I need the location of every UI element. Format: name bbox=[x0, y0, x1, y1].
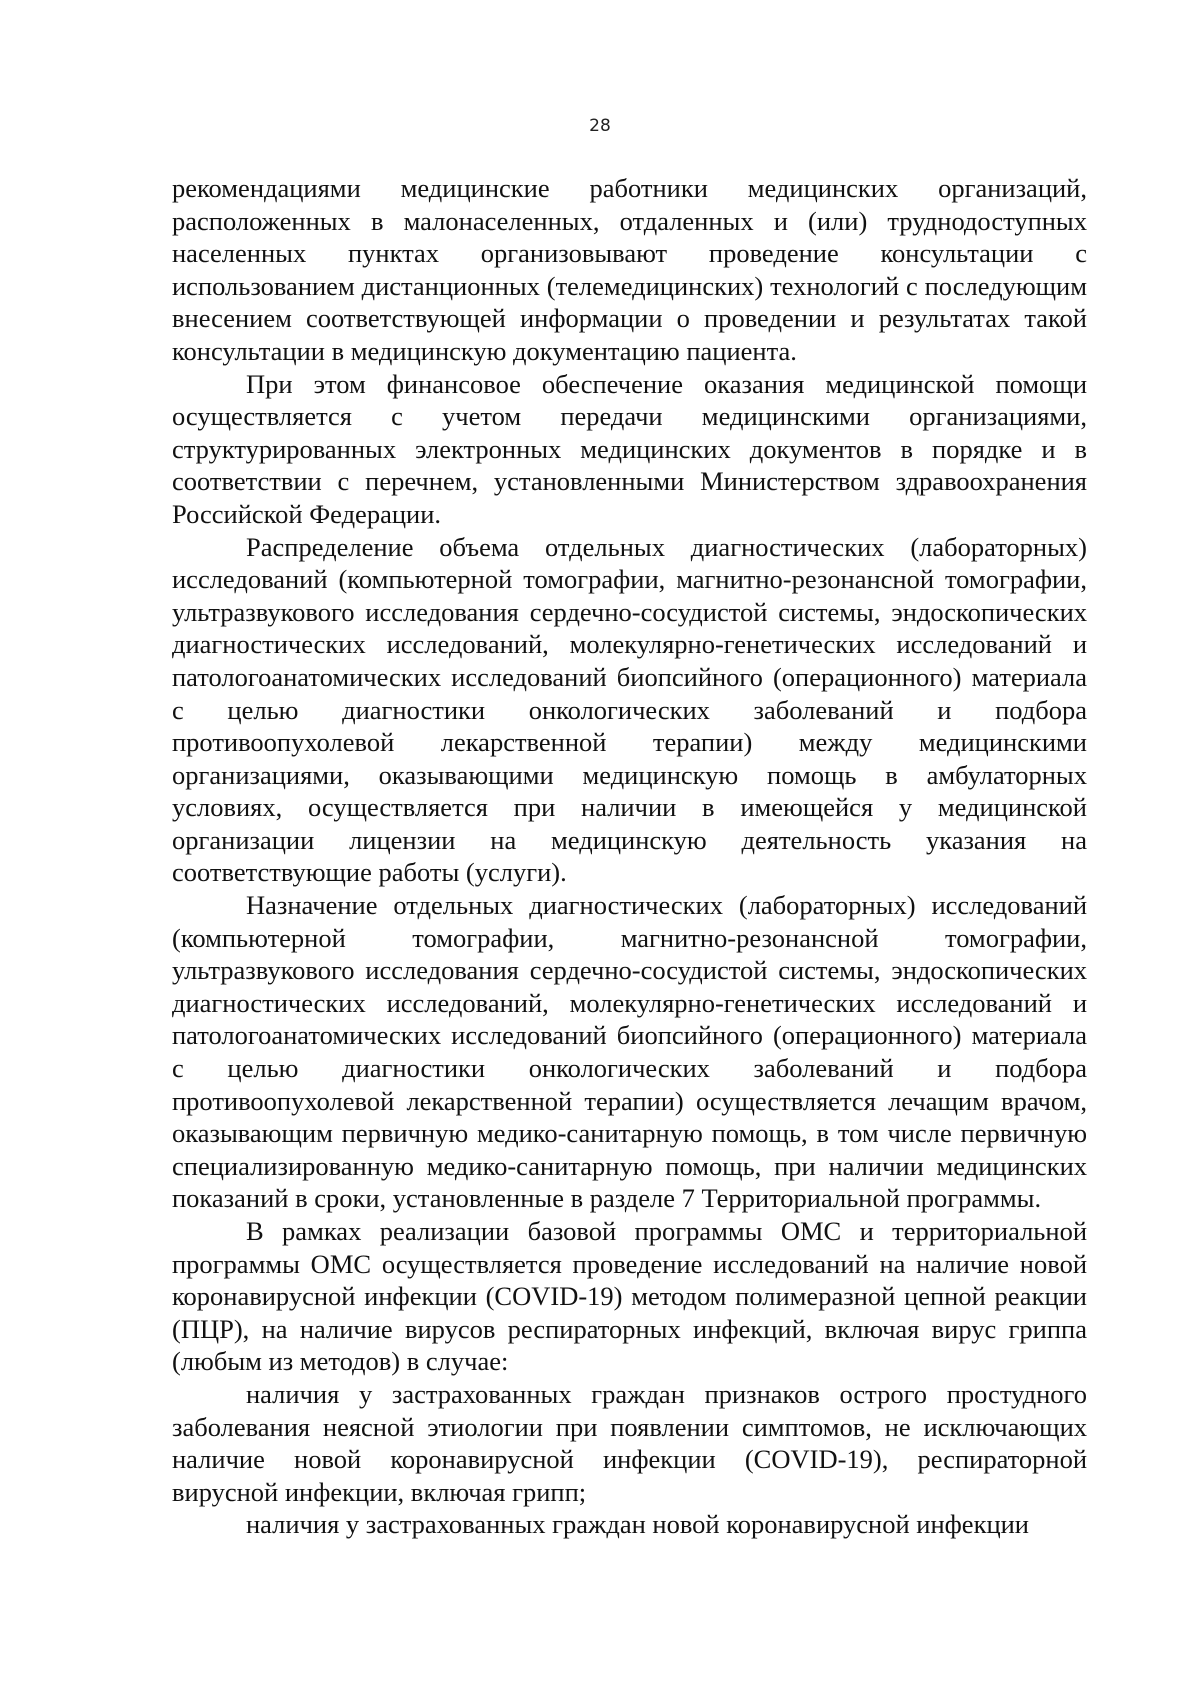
paragraph-case-symptoms: наличия у застрахованных граждан признаков острого простудного заболевания неясной этиологии при появлении симптомов, не исключающих наличие новой коронавирусной инфекции (COVID-19), респираторной вирусной инфекции, включая грипп; bbox=[172, 1378, 1087, 1507]
paragraph-appointment: Назначение отдельных диагностических (лабораторных) исследований (компьютерной томографии, магнитно-резонансной томографии, ультразвукового исследования сердечно-сосудистой системы, эндоскопических диагностических исследований, молекулярно-генетических исследований и патологоанатомических исследований биопсийного (операционного) материала с целью диагностики онкологических заболеваний и подбора противоопухолевой лекарственной терапии) осуществляется лечащим врачом, оказывающим первичную медико-санитарную помощь, в том числе первичную специализированную медико-санитарную помощь, при наличии медицинских показаний в сроки, установленные в разделе 7 Территориальной программы. bbox=[172, 890, 1087, 1214]
paragraph-covid-testing: В рамках реализации базовой программы ОМС и территориальной программы ОМС осуществляется проведение исследований на наличие новой коронавирусной инфекции (COVID-19) методом полимеразной цепной реакции (ПЦР), на наличие вирусов респираторных инфекций, включая вирус гриппа (любым из методов) в случае: bbox=[172, 1216, 1087, 1377]
paragraph-volume-distribution: Распределение объема отдельных диагностических (лабораторных) исследований (компьютерной томографии, магнитно-резонансной томографии, ультразвукового исследования сердечно-сосудистой системы, эндоскопических диагностических исследований, молекулярно-генетических исследований и патологоанатомических исследований биопсийного (операционного) материала с целью диагностики онкологических заболеваний и подбора противоопухолевой лекарственной терапии) между медицинскими организациями, оказывающими медицинскую помощь в амбулаторных условиях, осуществляется при наличии в имеющейся у медицинской организации лицензии на медицинскую деятельность указания на соответствующие работы (услуги). bbox=[172, 531, 1087, 888]
document-body bbox=[172, 172, 1087, 1541]
paragraph-case-infection: наличия у застрахованных граждан новой коронавирусной инфекции bbox=[246, 1509, 1029, 1540]
paragraph-telemedicine-continuation: рекомендациями медицинские работники медицинских организаций, расположенных в малонаселенных, отдаленных и (или) труднодоступных населенных пунктах организовывают проведение консультации с использованием дистанционных (телемедицинских) технологий с последующим внесением соответствующей информации о проведении и результатах такой консультации в медицинскую документацию пациента. bbox=[172, 173, 1087, 366]
page-number: 28 bbox=[589, 116, 611, 136]
paragraph-financing: При этом финансовое обеспечение оказания медицинской помощи осуществляется с учетом передачи медицинскими организациями, структурированных электронных медицинских документов в порядке и в соответствии с перечнем, установленными Министерством здравоохранения Российской Федерации. bbox=[172, 368, 1087, 529]
